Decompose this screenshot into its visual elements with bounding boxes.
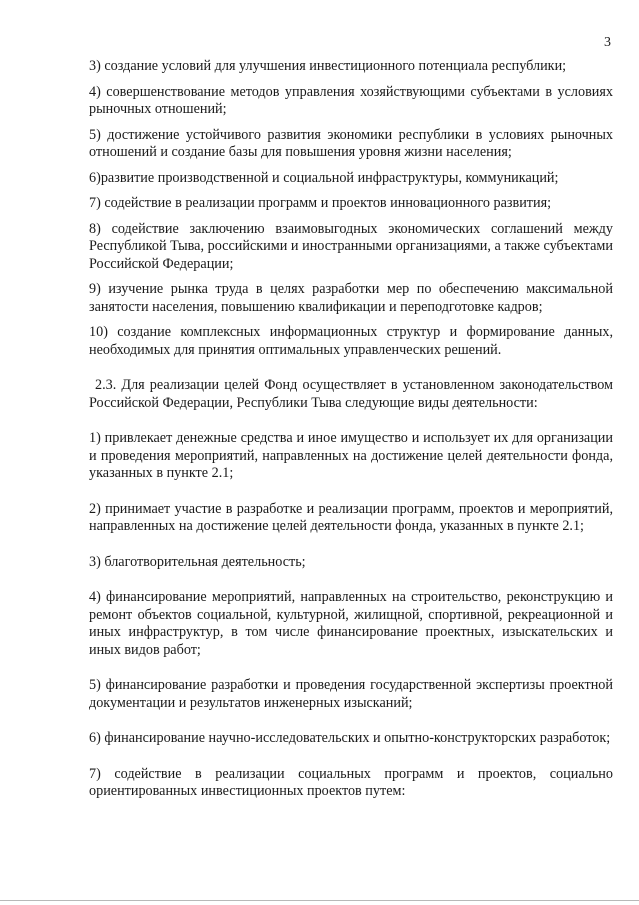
list-item-7: 7) содействие в реализации программ и проектов инновационного развития; [89, 195, 552, 211]
activity-item-3: 3) благотворительная деятельность; [89, 553, 306, 570]
list-item-4: 4) совершенствование методов управления хозяйствующими субъектами в условиях рыночных отношений; [89, 83, 613, 117]
document-body [89, 58, 613, 809]
list-item-3: 3) создание условий для улучшения инвестиционного потенциала республики; [89, 58, 567, 74]
activity-item-5: 5) финансирование разработки и проведения государственной экспертизы проектной документации и результатов инженерных изысканий; [89, 677, 613, 711]
activity-item-2: 2) принимает участие в разработке и реализации программ, проектов и мероприятий, направленных на достижение целей деятельности фонда, указанных в пункте 2.1; [89, 500, 613, 534]
activity-item-6: 6) финансирование научно-исследовательских и опытно-конструкторских разработок; [89, 730, 611, 746]
page-bottom-edge [0, 900, 639, 901]
list-item-9: 9) изучение рынка труда в целях разработки мер по обеспечению максимальной занятости населения, повышению квалификации и переподготовке кадров; [89, 281, 613, 315]
activity-item-1: 1) привлекает денежные средства и иное имущество и использует их для организации и проведения мероприятий, направленных на достижение целей деятельности фонда, указанных в пункте 2.1; [89, 430, 613, 481]
list-item-6: 6)развитие производственной и социальной инфраструктуры, коммуникаций; [89, 169, 559, 186]
section-2-3: 2.3. Для реализации целей Фонд осуществляет в установленном законодательством Российской Федерации, Республики Тыва следующие виды деятельности: [89, 377, 613, 411]
activity-item-7: 7) содействие в реализации социальных программ и проектов, социально ориентированных инвестиционных проектов путем: [89, 765, 613, 799]
list-item-5: 5) достижение устойчивого развития экономики республики в условиях рыночных отношений и создание базы для повышения уровня жизни населения; [89, 126, 613, 160]
activity-item-4: 4) финансирование мероприятий, направленных на строительство, реконструкцию и ремонт объектов социальной, культурной, жилищной, спортивной, рекреационной и иных инфраструктур, в том числе финансирование проектных, изыскательских и иных видов работ; [89, 589, 613, 658]
list-item-10: 10) создание комплексных информационных структур и формирование данных, необходимых для принятия оптимальных управленческих решений. [89, 324, 613, 358]
page-number: 3 [604, 35, 611, 50]
list-item-8: 8) содействие заключению взаимовыгодных экономических соглашений между Республикой Тыва, российскими и иностранными организациями, а также субъектами Российской Федерации; [89, 220, 613, 272]
